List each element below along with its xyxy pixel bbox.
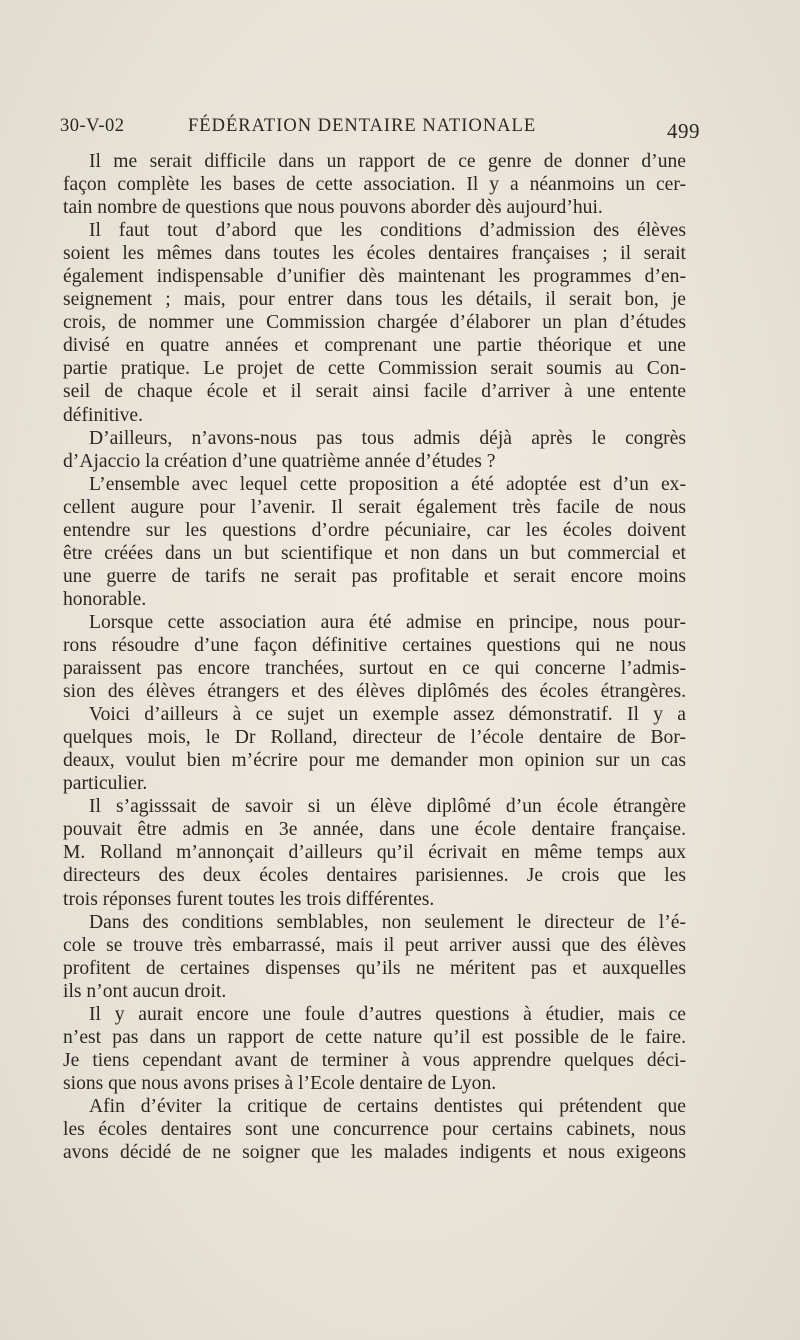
text-line: Il me serait difficile dans un rapport de ce genre de donner d’une — [89, 151, 686, 172]
text-line: particulier. — [63, 773, 148, 795]
text-line: Il s’agisssait de savoir si un élève diplômé d’un école étrangère — [89, 796, 686, 818]
text-line: trois réponses furent toutes les trois différentes. — [63, 888, 435, 910]
text-line: seil de chaque école et il serait ainsi facile d’arriver à une entente — [63, 381, 686, 403]
text-line: M. Rolland m’annonçait d’ailleurs qu’il écrivait en même temps aux — [63, 842, 686, 864]
text-line: cellent augure pour l’avenir. Il serait également très facile de nous — [63, 496, 686, 518]
text-line: crois, de nommer une Commission chargée d’élaborer un plan d’études — [63, 312, 686, 334]
text-line: cole se trouve très embarrassé, mais il peut arriver aussi que des élèves — [63, 934, 686, 956]
text-line: ils n’ont aucun droit. — [63, 980, 227, 1002]
text-line: n’est pas dans un rapport de cette nature qu’il est possible de le faire. — [63, 1026, 686, 1048]
text-line: seignement ; mais, pour entrer dans tous les détails, il serait bon, je — [63, 289, 686, 311]
running-head — [60, 116, 700, 144]
body-text — [63, 150, 686, 1164]
text-line: profitent de certaines dispenses qu’ils ne méritent pas et auxquelles — [63, 957, 686, 979]
text-line: Lorsque cette association aura été admise en principe, nous pour- — [89, 611, 686, 633]
text-line: entendre sur les questions d’ordre pécuniaire, car les écoles doivent — [63, 519, 686, 541]
text-line: Il faut tout d’abord que les conditions d’admission des élèves — [89, 220, 686, 242]
text-line: être créées dans un but scientifique et non dans un but commercial et — [63, 542, 686, 564]
text-line: tain nombre de questions que nous pouvons aborder dès aujourd’hui. — [63, 197, 603, 219]
text-line: deaux, voulut bien m’écrire pour me demander mon opinion sur un cas — [63, 750, 686, 772]
text-line: pouvait être admis en 3e année, dans une école dentaire française. — [63, 819, 686, 841]
text-line: également indispensable d’unifier dès maintenant les programmes d’en- — [63, 266, 686, 288]
text-line: soient les mêmes dans toutes les écoles dentaires françaises ; il serait — [63, 243, 686, 265]
text-line: une guerre de tarifs ne serait pas profitable et serait encore moins — [63, 565, 686, 587]
text-line: partie pratique. Le projet de cette Commission serait soumis au Con- — [63, 358, 686, 380]
text-line: divisé en quatre années et comprenant une partie théorique et une — [63, 335, 686, 357]
text-line: définitive. — [63, 404, 143, 426]
text-line: sion des élèves étrangers et des élèves diplômés des écoles étrangères. — [63, 681, 686, 703]
text-line: avons décidé de ne soigner que les malades indigents et nous exigeons — [63, 1142, 686, 1164]
text-line: paraissent pas encore tranchées, surtout en ce qui concerne l’admis- — [63, 658, 686, 680]
date-folio: 30-V-02 — [60, 116, 125, 136]
text-line: directeurs des deux écoles dentaires parisiennes. Je crois que les — [63, 865, 686, 887]
text-line: honorable. — [63, 588, 147, 610]
text-line: quelques mois, le Dr Rolland, directeur de l’école dentaire de Bor- — [63, 727, 686, 749]
text-line: Il y aurait encore une foule d’autres questions à étudier, mais ce — [89, 1003, 686, 1025]
text-line: sions que nous avons prises à l’Ecole dentaire de Lyon. — [63, 1072, 497, 1094]
text-line: rons résoudre d’une façon définitive certaines questions qui ne nous — [63, 634, 686, 656]
text-line: Voici d’ailleurs à ce sujet un exemple assez démonstratif. Il y a — [89, 704, 686, 726]
running-title: FÉDÉRATION DENTAIRE NATIONALE — [188, 116, 537, 136]
text-line: façon complète les bases de cette association. Il y a néanmoins un cer- — [63, 174, 686, 196]
text-line: les écoles dentaires sont une concurrence pour certains cabinets, nous — [63, 1118, 686, 1140]
text-line: D’ailleurs, n’avons-nous pas tous admis déjà après le congrès — [89, 427, 686, 449]
text-line: Je tiens cependant avant de terminer à vous apprendre quelques déci- — [63, 1049, 686, 1071]
text-line: d’Ajaccio la création d’une quatrième année d’études ? — [63, 450, 496, 472]
text-line: Afin d’éviter la critique de certains dentistes qui prétendent que — [89, 1095, 686, 1117]
text-line: Dans des conditions semblables, non seulement le directeur de l’é- — [89, 911, 686, 933]
text-line: L’ensemble avec lequel cette proposition a été adoptée est d’un ex- — [89, 473, 686, 495]
page-number: 499 — [667, 119, 700, 143]
